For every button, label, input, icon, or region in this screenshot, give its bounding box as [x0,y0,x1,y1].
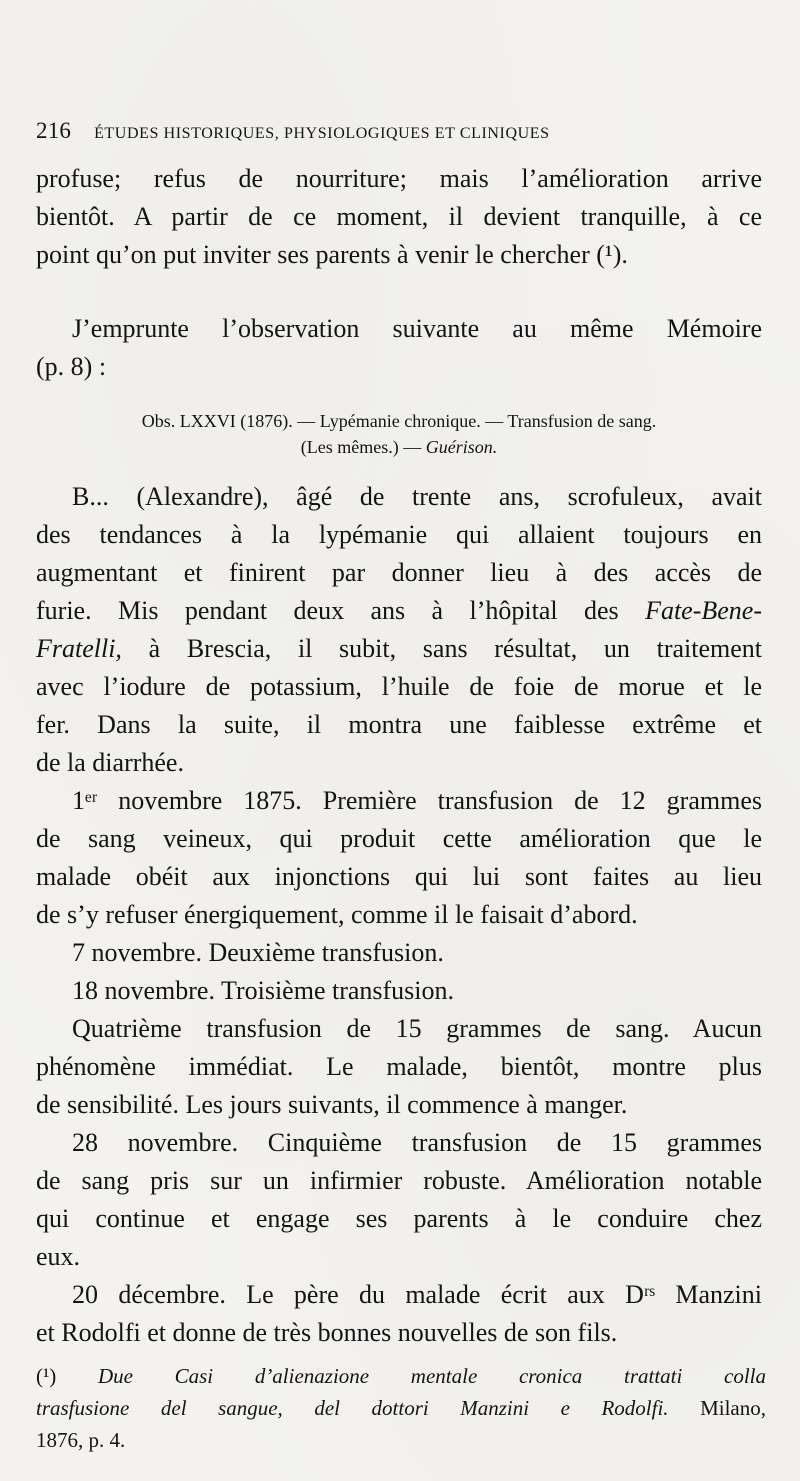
footnote-italic-text: Due Casi d’alienazione mentale cronica trattati colla [97,1364,766,1388]
text-line: de s’y refuser énergiquement, comme il le faisait d’abord. [36,900,638,929]
observation-heading [36,408,762,460]
text-line: 20 décembre. Le père du malade écrit aux Dʳˢ Manzini [72,1280,762,1309]
italic-segment: Fratelli, [36,634,122,663]
text-line: avec l’iodure de potassium, l’huile de foie de morue et le [36,672,762,701]
footnote [36,1360,766,1456]
footnote-italic-text: trasfusione del sangue, del dottori Manzini e Rodolfi. [36,1396,669,1420]
footnote-place: Milano, [668,1396,766,1420]
observation-subtitle [36,434,762,460]
text-line: de sensibilité. Les jours suivants, il commence à manger. [36,1090,628,1119]
text-line: Quatrième transfusion de 15 grammes de sang. Aucun [72,1014,762,1043]
observation-result: Guérison. [425,437,498,457]
text-line [36,592,762,630]
text-line: (p. 8) : [36,352,107,381]
text-line: 28 novembre. Cinquième transfusion de 15 grammes [72,1128,762,1157]
text-line: J’emprunte l’observation suivante au même Mémoire [72,314,762,343]
observation-title: Obs. LXXVI (1876). — Lypémanie chronique. — Transfusion de sang. [141,411,657,431]
footnote-marker: (¹) [36,1364,57,1388]
observation-body [36,478,762,1352]
text-line: bientôt. A partir de ce moment, il devient tranquille, à ce [36,202,762,231]
text-line: de sang veineux, qui produit cette amélioration que le [36,824,762,853]
text-line: des tendances à la lypémanie qui allaient toujours en [36,520,762,549]
text-line: 18 novembre. Troisième transfusion. [72,976,455,1005]
text-line: phénomène immédiat. Le malade, bientôt, montre plus [36,1052,762,1081]
text-line: malade obéit aux injonctions qui lui sont faites au lieu [36,862,762,891]
text-segment: à Brescia, il subit, sans résultat, un traitement [121,634,762,663]
paragraph-intro [36,310,762,386]
running-title: ÉTUDES HISTORIQUES, PHYSIOLOGIQUES ET CLINIQUES [94,125,550,142]
page-header [36,118,760,148]
text-line: fer. Dans la suite, il montra une faiblesse extrême et [36,710,762,739]
text-line: 1ᵉʳ novembre 1875. Première transfusion de 12 grammes [72,786,762,815]
text-line: eux. [36,1242,81,1271]
italic-segment: Fate-Bene- [645,596,762,625]
text-segment: furie. Mis pendant deux ans à l’hôpital des [36,596,646,625]
text-line: B... (Alexandre), âgé de trente ans, scrofuleux, avait [72,482,762,511]
text-line: 7 novembre. Deuxième transfusion. [72,938,444,967]
text-line: qui continue et engage ses parents à le conduire chez [36,1204,762,1233]
page-number: 216 [36,118,72,143]
text-line: profuse; refus de nourriture; mais l’amélioration arrive [36,164,762,193]
text-line [36,630,762,668]
text-line: et Rodolfi et donne de très bonnes nouvelles de son fils. [36,1318,618,1347]
text-line: augmentant et finirent par donner lieu à des accès de [36,558,762,587]
text-line: de sang pris sur un infirmier robuste. Amélioration notable [36,1166,762,1195]
footnote-line: 1876, p. 4. [36,1428,126,1452]
text-line: point qu’on put inviter ses parents à venir le chercher (¹). [36,240,628,269]
text-line: de la diarrhée. [36,748,184,777]
observation-authors: (Les mêmes.) — [300,437,422,457]
paragraph-continuation [36,160,762,274]
footnote-line [36,1360,766,1392]
footnote-line [36,1392,766,1424]
